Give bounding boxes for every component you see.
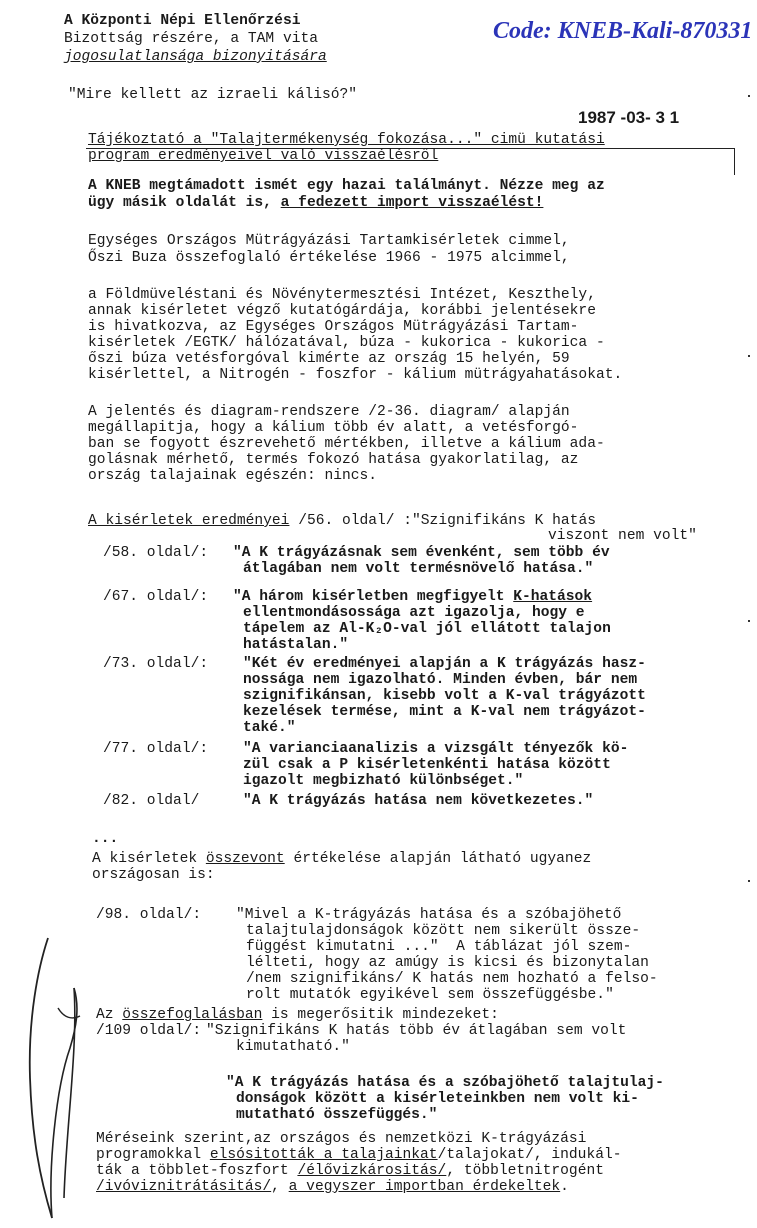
final-quote: donságok között a kisérleteinkben nem volt ki-: [236, 1091, 639, 1107]
p3-line: ban se fogyott észrevehető mértékben, illetve a kálium ada-: [88, 436, 605, 452]
quote-98: talajtulajdonságok között nem sikerült össze-: [246, 923, 641, 939]
quote-58: átlagában nem volt termésnövelő hatása.": [243, 561, 594, 577]
quote-73: také.": [243, 720, 296, 736]
quote-73: szignifikánsan, kisebb volt a K-val trágyázott: [243, 688, 646, 704]
p2-line: annak kisérletet végző kutatógárdája, korábbi jelentésekre: [88, 303, 596, 319]
quote-73: nossága nem igazolható. Minden évben, bár nem: [243, 672, 638, 688]
final-quote: mutatható összefüggés.": [236, 1107, 438, 1123]
intro-line-1: A KNEB megtámadott ismét egy hazai találmányt. Nézze meg az: [88, 178, 605, 194]
subject-line-1: Tájékoztató a "Talajtermékenység fokozása..." cimü kutatási: [88, 132, 605, 148]
conclusion-underlined: /élővizkárositás/: [297, 1163, 447, 1179]
conclusion-line-2: [96, 1148, 621, 1163]
page-ref-98: /98. oldal/:: [96, 907, 210, 923]
conclusion-line-1: Méréseink szerint,az országos és nemzetközi K-trágyázási: [96, 1131, 587, 1147]
p1-line: Őszi Buza összefoglaló értékelése 1966 - 1975 alcimmel,: [88, 250, 570, 266]
quote-109: "Szignifikáns K hatás több év átlagában sem volt: [206, 1023, 627, 1039]
document-code: Code: KNEB-Kali-870331: [493, 18, 753, 44]
date-stamp: 1987 -03- 3 1: [578, 108, 680, 127]
quote-67: tápelem az Al-K₂O-val jól ellátott talajon: [243, 621, 611, 637]
page-ref-73: /73. oldal/:: [103, 656, 217, 672]
combined-line-2: országosan is:: [92, 867, 215, 883]
header-line-3: jogosulatlansága bizonyitására: [64, 49, 327, 65]
quote-77: igazolt megbizható különbséget.": [243, 773, 524, 789]
p2-line: kisérlettel, a Nitrogén - foszfor - kálium mütrágyahatásokat.: [88, 367, 623, 383]
page-ref-67: /67. oldal/:: [103, 589, 217, 605]
quote-58: "A K trágyázásnak sem évenként, sem több év: [233, 545, 610, 561]
conclusion-line-4: [96, 1180, 569, 1195]
quote-77: zül csak a P kisérletenkénti hatása között: [243, 757, 611, 773]
conclusion-text: programokkal: [96, 1147, 210, 1163]
combined-line-1: [92, 852, 591, 867]
combined-text: A kisérletek: [92, 851, 206, 867]
margin-mark: [748, 620, 750, 622]
p2-line: őszi búza vetésforgóval kimérte az ország 15 helyén, 59: [88, 351, 570, 367]
intro-line-2: [88, 196, 543, 211]
summary-line-1: [96, 1008, 499, 1023]
ellipsis: ...: [92, 831, 119, 847]
quote-67: [233, 590, 592, 605]
summary-text: is megerősitik mindezeket:: [262, 1007, 499, 1023]
margin-mark: [748, 880, 750, 882]
combined-text: értékelése alapján látható ugyanez: [284, 851, 592, 867]
conclusion-text: ,: [271, 1179, 289, 1195]
intro-underlined: a fedezett import visszaélést!: [280, 195, 544, 211]
summary-text: Az: [96, 1007, 123, 1023]
page-ref-109: /109 oldal/:: [96, 1023, 202, 1039]
document-question: "Mire kellett az izraeli kálisó?": [68, 87, 358, 103]
quote-67: hatástalan.": [243, 637, 349, 653]
subject-line-2: program eredményeivel való visszaélésről: [88, 148, 439, 164]
quote-98: /nem szignifikáns/ K hatás nem hozható a felso-: [246, 971, 658, 987]
margin-mark: [748, 355, 750, 357]
conclusion-text: , többletnitrogént: [446, 1163, 604, 1179]
p2-line: kisérletek /EGTK/ hálózatával, búza - kukorica - kukorica -: [88, 335, 605, 351]
quote-67: ellentmondásossága azt igazolja, hogy e: [243, 605, 585, 621]
quote-56: /56. oldal/ :"Szignifikáns K hatás: [289, 513, 596, 529]
conclusion-text: .: [560, 1179, 569, 1195]
p3-line: ország talajainak egészén: nincs.: [88, 468, 378, 484]
conclusion-underlined: elsósitották a talajainkat: [209, 1147, 438, 1163]
p1-line: Egységes Országos Mütrágyázási Tartamkisérletek cimmel,: [88, 233, 570, 249]
p3-line: A jelentés és diagram-rendszere /2-36. diagram/ alapján: [88, 404, 570, 420]
results-label: A kisérletek eredményei: [88, 513, 290, 529]
p3-line: megállapitja, hogy a kálium több év alatt, a vetésforgó-: [88, 420, 579, 436]
p2-line: a Földmüveléstani és Növénytermesztési Intézet, Keszthely,: [88, 287, 596, 303]
page-ref-77: /77. oldal/:: [103, 741, 217, 757]
quote-56-cont: viszont nem volt": [548, 528, 697, 544]
page-ref-58: /58. oldal/:: [103, 545, 217, 561]
quote-77: "A varianciaanalizis a vizsgált tényezők kö-: [243, 741, 629, 757]
final-quote: "A K trágyázás hatása és a szóbajöhető talajtulaj-: [226, 1075, 664, 1091]
margin-mark: [748, 95, 750, 97]
quote-82: "A K trágyázás hatása nem következetes.": [243, 793, 594, 809]
p2-line: is hivatkozva, az Egységes Országos Mütrágyázási Tartam-: [88, 319, 579, 335]
quote-73: "Két év eredményei alapján a K trágyázás hasz-: [243, 656, 646, 672]
results-line-56: [88, 514, 596, 529]
quote-67-underlined: K-hatások: [513, 589, 593, 605]
quote-98: rolt mutatók egyikével sem összefüggésbe.": [246, 987, 614, 1003]
header-line-2: Bizottság részére, a TAM vita: [64, 31, 318, 47]
quote-98: "Mivel a K-trágyázás hatása és a szóbajöhető: [236, 907, 622, 923]
quote-109: kimutatható.": [236, 1039, 350, 1055]
conclusion-text: /talajokat/, indukál-: [437, 1147, 622, 1163]
quote-67-text: "A három kisérletben megfigyelt: [233, 589, 514, 605]
quote-73: kezelések termése, mint a K-val nem trágyázot-: [243, 704, 646, 720]
combined-underlined: összevont: [205, 851, 285, 867]
intro-text: ügy másik oldalát is,: [88, 195, 281, 211]
conclusion-underlined: a vegyszer importban érdekeltek: [288, 1179, 561, 1195]
p3-line: golásnak mérhető, termés fokozó hatása gyakorlatilag, az: [88, 452, 579, 468]
header-line-1: A Központi Népi Ellenőrzési: [64, 13, 301, 29]
conclusion-line-3: [96, 1164, 604, 1179]
handwritten-signature: [18, 928, 98, 1228]
conclusion-text: ták a többlet-foszfort: [96, 1163, 298, 1179]
summary-underlined: összefoglalásban: [122, 1007, 263, 1023]
quote-98: függést kimutatni ..." A táblázat jól szem-: [246, 939, 632, 955]
page-ref-82: /82. oldal/: [103, 793, 217, 809]
conclusion-underlined: /ivóviznitrátásitás/: [96, 1179, 272, 1195]
quote-98: lélteti, hogy az amúgy is kicsi és bizonytalan: [246, 955, 649, 971]
